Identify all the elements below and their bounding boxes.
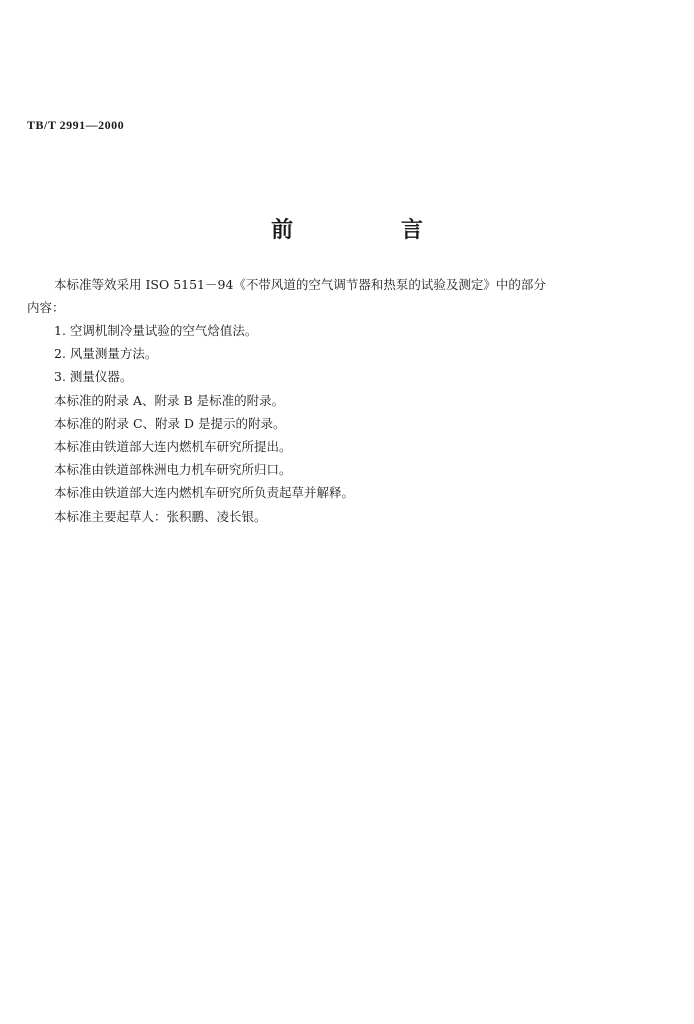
intro-line-1: 本标准等效采用 ISO 5151－94《不带风道的空气调节器和热泵的试验及测定》中的部分 xyxy=(54,277,546,292)
list-item: 本标准主要起草人：张积鹏、凌长银。 xyxy=(54,508,267,524)
preface-body xyxy=(27,273,647,528)
list-item: 本标准的附录 A、附录 B 是标准的附录。 xyxy=(54,392,285,408)
list-item: 本标准由铁道部株洲电力机车研究所归口。 xyxy=(54,462,292,478)
page-title: 前 言 xyxy=(271,218,473,243)
list-item: 2. 风量测量方法。 xyxy=(54,346,158,362)
intro-paragraph xyxy=(27,273,647,319)
list-item: 本标准由铁道部大连内燃机车研究所提出。 xyxy=(54,439,292,455)
list-item: 1. 空调机制冷量试验的空气焓值法。 xyxy=(54,323,258,338)
list-item: 本标准由铁道部大连内燃机车研究所负责起草并解释。 xyxy=(54,485,355,501)
standard-code: TB/T 2991—2000 xyxy=(27,118,125,132)
list-item: 本标准的附录 C、附录 D 是提示的附录。 xyxy=(54,415,286,431)
intro-line-2: 内容： xyxy=(27,300,65,315)
list-item: 3. 测量仪器。 xyxy=(54,369,133,385)
